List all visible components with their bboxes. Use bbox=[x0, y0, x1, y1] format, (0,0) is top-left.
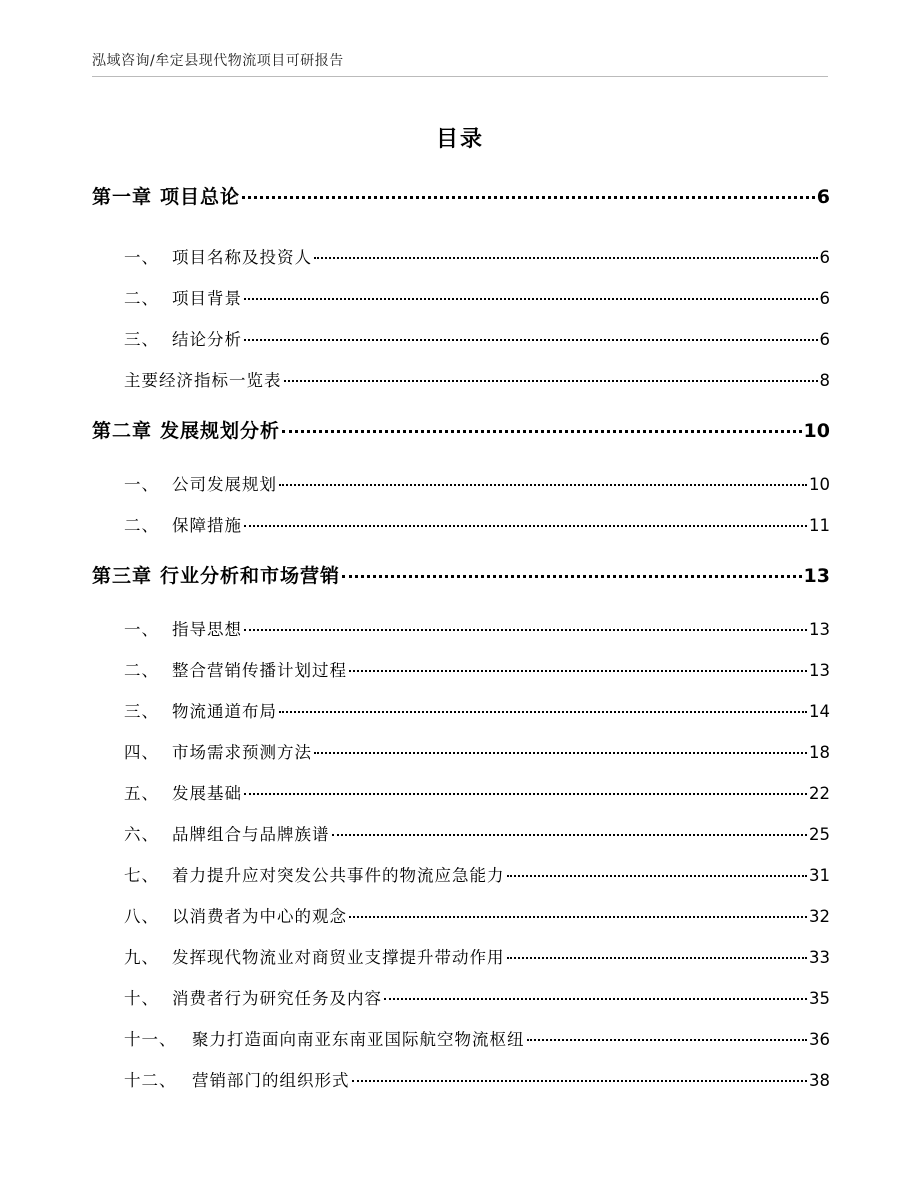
toc-page-number: 18 bbox=[809, 743, 830, 762]
toc-page-number: 13 bbox=[803, 565, 830, 587]
toc-dot-leader bbox=[352, 1080, 808, 1082]
toc-dot-leader bbox=[242, 196, 815, 199]
toc-page-number: 36 bbox=[809, 1030, 830, 1049]
toc-dot-leader bbox=[244, 525, 807, 527]
toc-page-number: 14 bbox=[809, 702, 830, 721]
toc-chapter[interactable] bbox=[92, 182, 830, 222]
toc-page-number: 33 bbox=[809, 948, 830, 967]
toc-section[interactable] bbox=[124, 285, 830, 315]
toc-chapter[interactable] bbox=[92, 416, 830, 456]
toc-section[interactable] bbox=[124, 944, 830, 974]
toc-page-number: 6 bbox=[819, 330, 830, 349]
toc-entry-label: 二、 项目背景 bbox=[124, 289, 242, 308]
toc-entry-label: 三、 结论分析 bbox=[124, 330, 242, 349]
toc-chapter[interactable] bbox=[92, 561, 830, 601]
toc-page-number: 32 bbox=[809, 907, 830, 926]
toc-dot-leader bbox=[244, 339, 818, 341]
toc-entry-label: 二、 整合营销传播计划过程 bbox=[124, 661, 347, 680]
toc-entry-label: 一、 指导思想 bbox=[124, 620, 242, 639]
toc-dot-leader bbox=[507, 875, 808, 877]
toc-entry-label: 一、 项目名称及投资人 bbox=[124, 248, 312, 267]
toc-page-number: 6 bbox=[816, 186, 830, 208]
toc-page-number: 10 bbox=[809, 475, 830, 494]
toc-section[interactable] bbox=[124, 780, 830, 810]
toc-title: 目录 bbox=[435, 127, 484, 152]
toc-dot-leader bbox=[332, 834, 808, 836]
toc-page-number: 25 bbox=[809, 825, 830, 844]
toc-entry-label: 七、 着力提升应对突发公共事件的物流应急能力 bbox=[124, 866, 505, 885]
toc-section[interactable] bbox=[124, 1026, 830, 1056]
toc-entry-label: 五、 发展基础 bbox=[124, 784, 242, 803]
toc-table-item[interactable] bbox=[124, 367, 830, 397]
toc-page-number: 11 bbox=[809, 516, 830, 535]
toc-page-number: 13 bbox=[809, 620, 830, 639]
toc-section[interactable] bbox=[124, 903, 830, 933]
toc-page-number: 6 bbox=[819, 248, 830, 267]
toc-page-number: 22 bbox=[809, 784, 830, 803]
toc-dot-leader bbox=[244, 629, 807, 631]
toc-dot-leader bbox=[527, 1039, 808, 1041]
toc-page-number: 31 bbox=[809, 866, 830, 885]
toc-dot-leader bbox=[244, 793, 807, 795]
toc-entry-label: 三、 物流通道布局 bbox=[124, 702, 277, 721]
toc-section[interactable] bbox=[124, 739, 830, 769]
toc-dot-leader bbox=[507, 957, 808, 959]
toc-entry-label: 八、 以消费者为中心的观念 bbox=[124, 907, 347, 926]
toc-entry-label: 六、 品牌组合与品牌族谱 bbox=[124, 825, 330, 844]
toc-section[interactable] bbox=[124, 862, 830, 892]
toc-dot-leader bbox=[284, 380, 818, 382]
toc-dot-leader bbox=[384, 998, 807, 1000]
toc-page-number: 13 bbox=[809, 661, 830, 680]
toc-section[interactable] bbox=[124, 616, 830, 646]
toc-section[interactable] bbox=[124, 1067, 830, 1097]
toc-section[interactable] bbox=[124, 985, 830, 1015]
toc-section[interactable] bbox=[124, 821, 830, 851]
toc-entry-label: 十一、 聚力打造面向南亚东南亚国际航空物流枢纽 bbox=[124, 1030, 525, 1049]
toc-section[interactable] bbox=[124, 512, 830, 542]
toc-entry-label: 第一章 项目总论 bbox=[92, 186, 241, 208]
toc-page-number: 38 bbox=[809, 1071, 830, 1090]
toc-section[interactable] bbox=[124, 698, 830, 728]
toc-page-number: 10 bbox=[803, 420, 830, 442]
toc-dot-leader bbox=[349, 670, 807, 672]
toc-entry-label: 四、 市场需求预测方法 bbox=[124, 743, 312, 762]
toc-section[interactable] bbox=[124, 657, 830, 687]
toc-section[interactable] bbox=[124, 326, 830, 356]
toc-section[interactable] bbox=[124, 244, 830, 274]
header-divider bbox=[92, 76, 828, 77]
toc-entry-label: 一、 公司发展规划 bbox=[124, 475, 277, 494]
toc-dot-leader bbox=[282, 430, 802, 433]
toc-entry-label: 第三章 行业分析和市场营销 bbox=[92, 565, 341, 587]
toc-dot-leader bbox=[314, 752, 807, 754]
toc-dot-leader bbox=[342, 575, 802, 578]
toc-page-number: 35 bbox=[809, 989, 830, 1008]
toc-entry-label: 主要经济指标一览表 bbox=[124, 371, 282, 390]
page-header: 泓域咨询/牟定县现代物流项目可研报告 bbox=[92, 53, 344, 69]
toc-page-number: 6 bbox=[819, 289, 830, 308]
toc-entry-label: 二、 保障措施 bbox=[124, 516, 242, 535]
toc-dot-leader bbox=[279, 711, 807, 713]
toc-entry-label: 十二、 营销部门的组织形式 bbox=[124, 1071, 350, 1090]
toc-dot-leader bbox=[349, 916, 807, 918]
toc-dot-leader bbox=[314, 257, 818, 259]
toc-entry-label: 九、 发挥现代物流业对商贸业支撑提升带动作用 bbox=[124, 948, 505, 967]
toc-entry-label: 十、 消费者行为研究任务及内容 bbox=[124, 989, 382, 1008]
toc-entry-label: 第二章 发展规划分析 bbox=[92, 420, 281, 442]
toc-page-number: 8 bbox=[819, 371, 830, 390]
toc-section[interactable] bbox=[124, 471, 830, 501]
toc-dot-leader bbox=[279, 484, 807, 486]
toc-dot-leader bbox=[244, 298, 818, 300]
